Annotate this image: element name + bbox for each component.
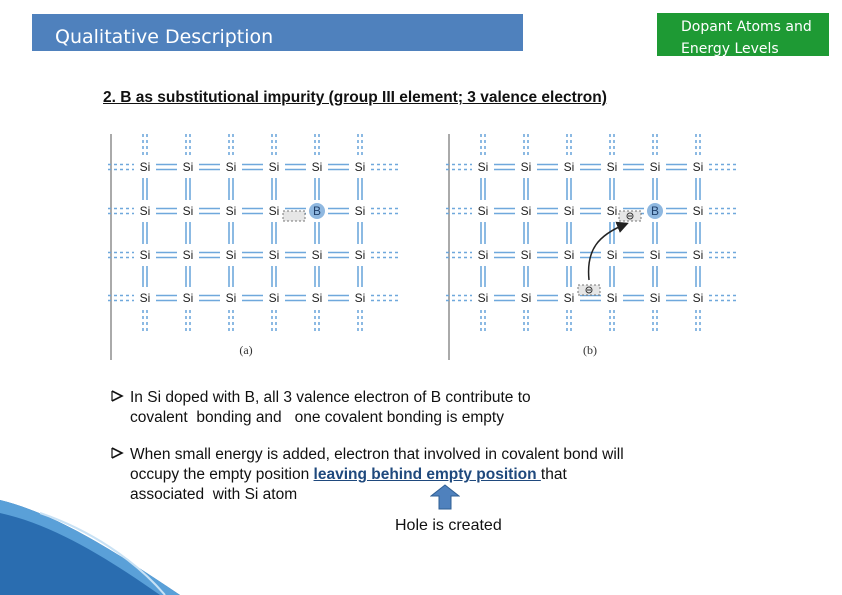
atom-label-si: Si	[520, 248, 532, 262]
topic-label: Dopant Atoms and Energy Levels	[681, 19, 812, 56]
slide-title: Qualitative Description	[55, 26, 274, 48]
atom-label-si: Si	[354, 160, 366, 174]
atom-label-si: Si	[649, 160, 661, 174]
atom-label-si: Si	[268, 204, 280, 218]
lattice-b	[446, 134, 738, 360]
atom-label-si: Si	[649, 248, 661, 262]
atom-label-b: B	[650, 204, 660, 218]
section-heading: 2. B as substitutional impurity (group III element; 3 valence electron)	[103, 89, 607, 106]
bullet-line: In Si doped with B, all 3 valence electron of B contribute to	[130, 389, 531, 406]
atom-label-si: Si	[649, 291, 661, 305]
atom-label-si: Si	[692, 204, 704, 218]
decorative-swoosh	[0, 495, 200, 595]
atom-label-si: Si	[311, 160, 323, 174]
atom-label-si: Si	[225, 248, 237, 262]
bullet-line-2	[130, 465, 567, 485]
hole-created-note: Hole is created	[395, 517, 502, 534]
atom-label-si: Si	[520, 160, 532, 174]
atom-label-si: Si	[139, 160, 151, 174]
atom-label-b: B	[312, 204, 322, 218]
bullet-line: associated with Si atom	[130, 486, 298, 503]
atom-label-si: Si	[477, 291, 489, 305]
atom-label-si: Si	[477, 248, 489, 262]
atom-label-si: Si	[139, 291, 151, 305]
atom-label-si: Si	[520, 204, 532, 218]
atom-label-si: Si	[520, 291, 532, 305]
bullet-line: covalent bonding and one covalent bonding is empty	[130, 409, 504, 426]
caption-a: (a)	[239, 343, 253, 357]
up-arrow-icon	[430, 484, 460, 510]
bullet-line: When small energy is added, electron that involved in covalent bond will	[130, 446, 624, 463]
atom-label-si: Si	[225, 291, 237, 305]
atom-label-si: Si	[354, 248, 366, 262]
slide-title-bar	[32, 14, 523, 51]
caption-b: (b)	[583, 343, 597, 357]
atom-label-si: Si	[692, 160, 704, 174]
atom-label-si: Si	[563, 160, 575, 174]
arrow-bullet-icon	[110, 388, 124, 410]
atom-label-si: Si	[225, 160, 237, 174]
atom-label-si: Si	[139, 204, 151, 218]
atom-label-si: Si	[692, 248, 704, 262]
atom-label-si: Si	[563, 248, 575, 262]
bullet-text: that	[540, 466, 567, 483]
atom-label-si: Si	[606, 204, 618, 218]
atom-label-si: Si	[182, 160, 194, 174]
atom-label-si: Si	[311, 291, 323, 305]
atom-label-si: Si	[182, 291, 194, 305]
lattice-figure	[108, 130, 738, 362]
bullet-text: occupy the empty position	[130, 466, 314, 483]
atom-label-si: Si	[477, 160, 489, 174]
lattice-a	[108, 134, 400, 360]
atom-label-si: Si	[182, 204, 194, 218]
atom-label-si: Si	[311, 248, 323, 262]
atom-label-si: Si	[182, 248, 194, 262]
atom-label-si: Si	[225, 204, 237, 218]
atom-label-si: Si	[268, 248, 280, 262]
atom-label-si: Si	[354, 204, 366, 218]
highlighted-phrase: leaving behind empty position	[313, 466, 541, 483]
atom-label-si: Si	[139, 248, 151, 262]
atom-label-si: Si	[692, 291, 704, 305]
atom-label-si: Si	[606, 160, 618, 174]
bond-site	[283, 211, 305, 221]
atom-label-si: Si	[563, 204, 575, 218]
atom-label-si: Si	[268, 291, 280, 305]
topic-box	[657, 13, 829, 56]
atom-label-si: Si	[563, 291, 575, 305]
atom-label-si: Si	[354, 291, 366, 305]
atom-label-si: Si	[606, 248, 618, 262]
atom-label-si: Si	[606, 291, 618, 305]
arrow-bullet-icon	[110, 445, 124, 467]
atom-label-si: Si	[477, 204, 489, 218]
atom-label-si: Si	[268, 160, 280, 174]
